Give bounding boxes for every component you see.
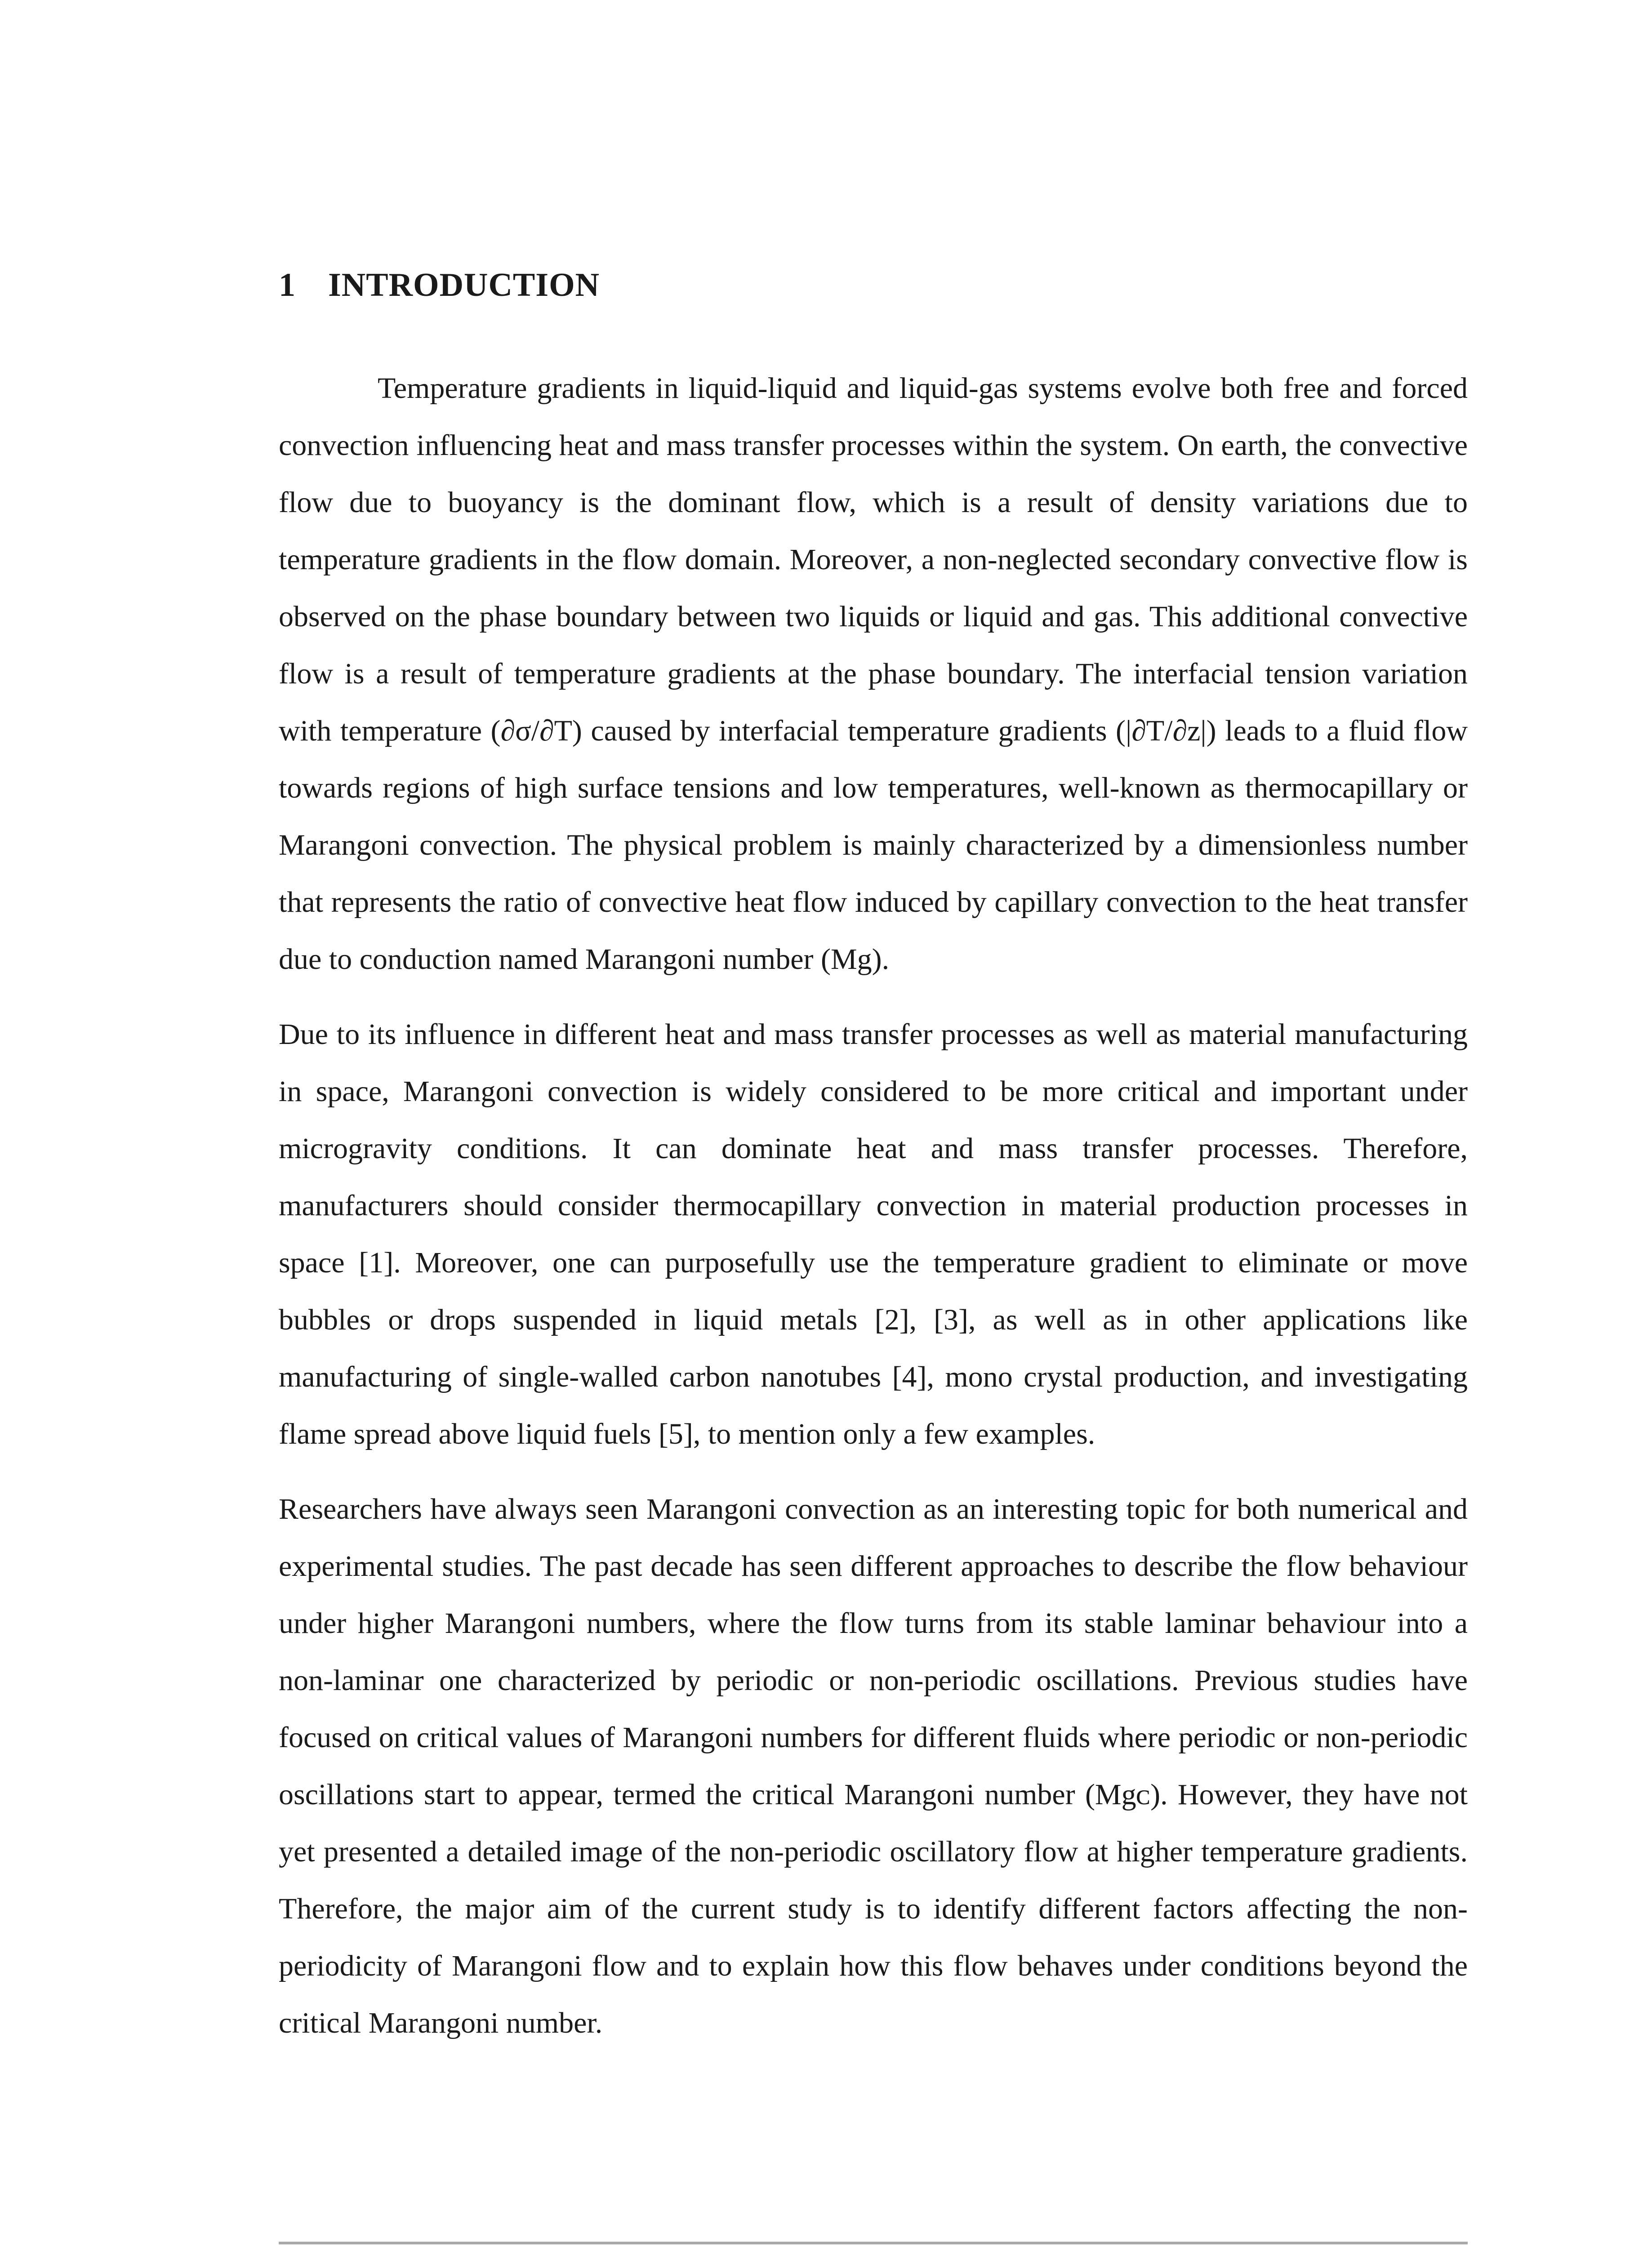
section-heading (279, 265, 600, 305)
footer-divider (279, 2242, 1468, 2244)
section-number: 1 (279, 267, 296, 303)
paragraph-2: Due to its influence in different heat and mass transfer processes as well as material manufacturing in space, Marangoni convection is widely considered to be more critical and important under microgravity conditions. It can dominate heat and mass transfer processes. Therefore, manufacturers should consider thermocapillary convection in material production processes in space [1]. Moreover, one can purposefully use the temperature gradient to eliminate or move bubbles or drops suspended in liquid metals [2], [3], as well as in other applications like manufacturing of single-walled carbon nanotubes [4], mono crystal production, and investigating flame spread above liquid fuels [5], to mention only a few examples. (279, 1018, 1468, 1450)
body-text (279, 360, 1468, 2070)
paragraph-1: Temperature gradients in liquid-liquid and liquid-gas systems evolve both free and forced convection influencing heat and mass transfer processes within the system. On earth, the convective flow due to buoyancy is the dominant flow, which is a result of density variations due to temperature gradients in the flow domain. Moreover, a non-neglected secondary convective flow is observed on the phase boundary between two liquids or liquid and gas. This additional convective flow is a result of temperature gradients at the phase boundary. The interfacial tension variation with temperature (∂σ/∂T) caused by interfacial temperature gradients (|∂T/∂z|) leads to a fluid flow towards regions of high surface tensions and low temperatures, well-known as thermocapillary or Marangoni convection. The physical problem is mainly characterized by a dimensionless number that represents the ratio of convective heat flow induced by capillary convection to the heat transfer due to conduction named Marangoni number (Mg). (279, 372, 1468, 976)
section-title: INTRODUCTION (328, 267, 600, 303)
paragraph-3: Researchers have always seen Marangoni convection as an interesting topic for both numerical and experimental studies. The past decade has seen different approaches to describe the flow behaviour under higher Marangoni numbers, where the flow turns from its stable laminar behaviour into a non-laminar one characterized by periodic or non-periodic oscillations. Previous studies have focused on critical values of Marangoni numbers for different fluids where periodic or non-periodic oscillations start to appear, termed the critical Marangoni number (Mgᴄ). However, they have not yet presented a detailed image of the non-periodic oscillatory flow at higher temperature gradients. Therefore, the major aim of the current study is to identify different factors affecting the non-periodicity of Marangoni flow and to explain how this flow behaves under conditions beyond the critical Marangoni number. (279, 1493, 1468, 2039)
